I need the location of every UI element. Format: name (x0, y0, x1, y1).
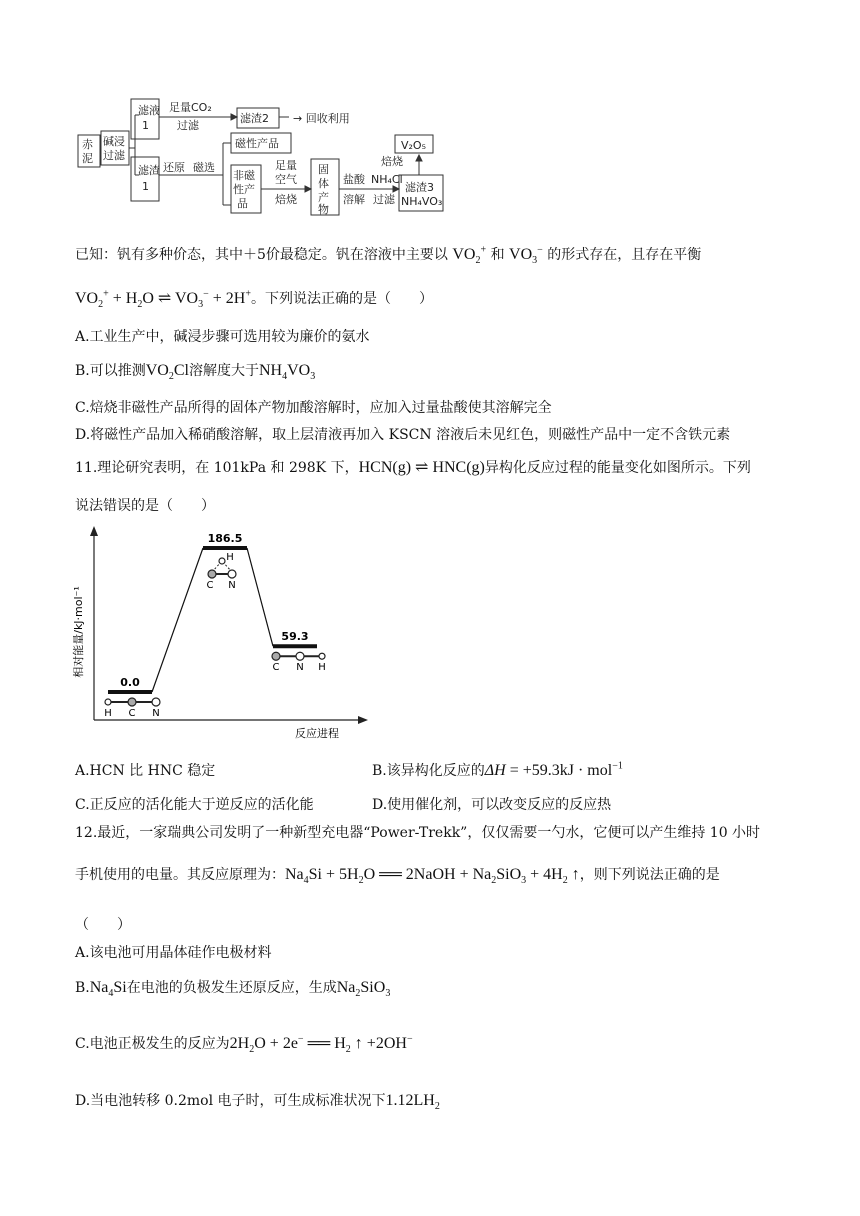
filtrate1-label: 滤液 (138, 104, 160, 117)
filtrate1-num: 1 (142, 119, 149, 132)
filter-label: 过滤 (177, 119, 199, 132)
q10-option-b (75, 360, 315, 382)
nonmagnetic-label-3: 品 (237, 197, 248, 210)
nonmagnetic-label-2: 性产 (233, 183, 255, 196)
red-mud-label-1: 赤 (82, 138, 93, 151)
x-axis-arrow (358, 716, 368, 724)
solid-product-label-3: 产 (318, 191, 329, 204)
nh4cl-label: NH₄Cl (371, 173, 403, 186)
n-atom-icon (152, 698, 160, 706)
nh4vo3-label: NH₄VO₃ (401, 195, 443, 208)
q11-option-d: D.使用催化剂，可以改变反应的反应热 (372, 797, 612, 813)
q11-option-a: A.HCN 比 HNC 稳定 (75, 763, 216, 779)
solid-product-label-2: 体 (318, 177, 329, 190)
y-axis-label: 相对能量/kJ·mol⁻¹ (72, 586, 85, 678)
vo2cl-formula: $VO_2Cl$ (145, 362, 189, 383)
alkali-leach-label: 碱浸 (103, 135, 125, 148)
q12-d-prefix: D.当电池转移 0.2mol 电子时，可生成标准状况下 (75, 1093, 386, 1109)
vo3-minus-ion: $VO_3^-$ (509, 244, 543, 267)
q12-line3: （ ） (75, 917, 131, 933)
q11-b-prefix: B.该异构化反应的 (372, 763, 485, 779)
energy-value-label-hcn: 0.0 (120, 676, 140, 689)
q10-option-a: A.工业生产中，碱浸步骤可选用较为廉价的氨水 (75, 329, 370, 345)
hnc-c-atom-icon (272, 652, 280, 660)
solid-product-label: 固 (318, 163, 329, 176)
hcn-h-label: H (104, 708, 112, 719)
ts-h-label: H (226, 552, 234, 563)
c-atom-icon (128, 698, 136, 706)
q11-stem-prefix: 11.理论研究表明，在 101kPa 和 298K 下， (75, 460, 359, 476)
hnc-h-label: H (318, 662, 326, 674)
energy-value-label-hnc: 59.3 (281, 630, 309, 644)
q10-known-suffix: 的形式存在，且存在平衡 (547, 247, 702, 263)
residue2-label: 滤渣2 (240, 112, 269, 125)
q11-stem-suffix: 异构化反应过程的能量变化如图所示。下列 (484, 460, 751, 476)
q12-line1: 12.最近，一家瑞典公司发明了一种新型充电器“Power-Trekk”，仅仅需要一勺水，它便可以产生维持 10 小时 (75, 825, 761, 841)
q11-option-b (372, 760, 623, 780)
q12-option-d (75, 1090, 440, 1112)
q10-eq-tail: 。下列说法正确的是（ ） (250, 291, 433, 307)
residue3-label: 滤渣3 (405, 181, 434, 194)
q12-line2 (75, 864, 720, 886)
excess-air-label-2: 空气 (275, 173, 297, 186)
x-axis-label: 反应进程 (295, 727, 339, 740)
na2sio3-formula: $Na_2SiO_3$ (336, 979, 391, 1000)
process-flow-diagram (75, 95, 445, 220)
q10-known (75, 244, 701, 266)
ts-n-label: N (228, 580, 236, 591)
q12-option-c (75, 1033, 413, 1055)
hnc-n-label: N (296, 662, 304, 674)
v2o5-label: V₂O₅ (401, 139, 427, 152)
delta-h-expression: ΔH = +59.3kJ · mol$^{-1}$ (484, 760, 623, 779)
q12-b-letter: B. (75, 980, 90, 996)
roast-label: 焙烧 (275, 193, 297, 206)
hnc-n-atom-icon (296, 652, 304, 660)
red-mud-label-2: 泥 (82, 152, 93, 165)
ts-h-atom-icon (219, 558, 225, 564)
vo2-plus-ion: $VO_2^+$ (452, 244, 487, 267)
ts-n-atom-icon (228, 570, 236, 578)
q10-equilibrium (75, 288, 433, 310)
excess-co2-label: 足量CO₂ (169, 101, 212, 114)
ts-c-label: C (206, 580, 214, 591)
volume-h2: $1.12LH_2$ (385, 1092, 440, 1113)
q10-option-c: C.焙烧非磁性产品所得的固体产物加酸溶解时，应加入过量盐酸使其溶解完全 (75, 400, 552, 416)
hnc-h-atom-icon (319, 653, 325, 659)
hcn-n-label: N (152, 708, 160, 719)
nonmagnetic-label: 非磁 (233, 169, 255, 182)
isomerization-equation: HCN(g) ⇌ HNC(g) (358, 459, 485, 476)
magnetic-product-label: 磁性产品 (235, 137, 279, 150)
q11-option-c: C.正反应的活化能大于逆反应的活化能 (75, 797, 314, 813)
energy-profile-chart (70, 522, 370, 744)
na4si-formula: $Na_4Si$ (89, 979, 127, 1000)
q10-known-prefix: 已知：钒有多种价态，其中＋5价最稳定。钒在溶液中主要以 (75, 247, 448, 263)
residue1-num: 1 (142, 180, 149, 193)
reaction-equation: $Na_4Si + 5H_2O$ ══ 2NaOH + $Na_2SiO_3 + 4H_2$ ↑ (285, 866, 580, 887)
dissolve-label: 溶解 (343, 193, 365, 206)
magnetic-sep-label: 磁选 (193, 161, 215, 174)
q10-b-mid: 溶解度大于 (188, 363, 259, 379)
q12-line2-suffix: ，则下列说法正确的是 (579, 867, 720, 883)
recycle-label: → 回收利用 (293, 112, 350, 125)
y-axis-arrow (90, 526, 98, 536)
q10-b-prefix: B.可以推测 (75, 363, 146, 379)
energy-path-segment (152, 548, 203, 692)
h-atom-icon (105, 699, 111, 705)
q10-option-d: D.将磁性产品加入稀硝酸溶解，取上层清液再加入 KSCN 溶液后未见红色，则磁性产品中一定不含铁元素 (75, 427, 731, 443)
filter2-label: 过滤 (373, 193, 395, 206)
ts-c-atom-icon (208, 570, 216, 578)
q11-stem-line2: 说法错误的是（ ） (75, 498, 215, 514)
cathode-equation: $2H_2O + 2e^-$ ══ $H_2$ ↑ +2OH− (229, 1033, 413, 1056)
q11-stem (75, 457, 751, 477)
equilibrium-equation: $VO_2^+ + H_2O$ ⇌ $VO_3^- + 2H^+$ (75, 288, 251, 311)
excess-air-label: 足量 (275, 159, 297, 172)
residue1-label: 滤渣 (138, 164, 160, 177)
alkali-filter-label: 过滤 (103, 149, 125, 162)
q12-c-prefix: C.电池正极发生的反应为 (75, 1036, 230, 1052)
roast2-label: 焙烧 (381, 155, 403, 168)
hnc-c-label: C (272, 662, 280, 674)
hcn-c-label: C (128, 708, 136, 719)
q12-b-mid: 在电池的负极发生还原反应，生成 (126, 980, 337, 996)
q12-option-a: A.该电池可用晶体硅作电极材料 (75, 945, 272, 961)
q12-line2-prefix: 手机使用的电量。其反应原理为： (75, 867, 285, 883)
hcl-label: 盐酸 (343, 173, 365, 186)
energy-path-segment (247, 548, 273, 646)
reduce-label: 还原 (163, 161, 185, 174)
solid-product-label-4: 物 (318, 203, 329, 216)
q12-option-b (75, 977, 390, 999)
q10-known-mid: 和 (490, 247, 505, 263)
energy-value-label-ts: 186.5 (207, 532, 243, 545)
nh4vo3-formula: $NH_4VO_3$ (258, 362, 316, 383)
